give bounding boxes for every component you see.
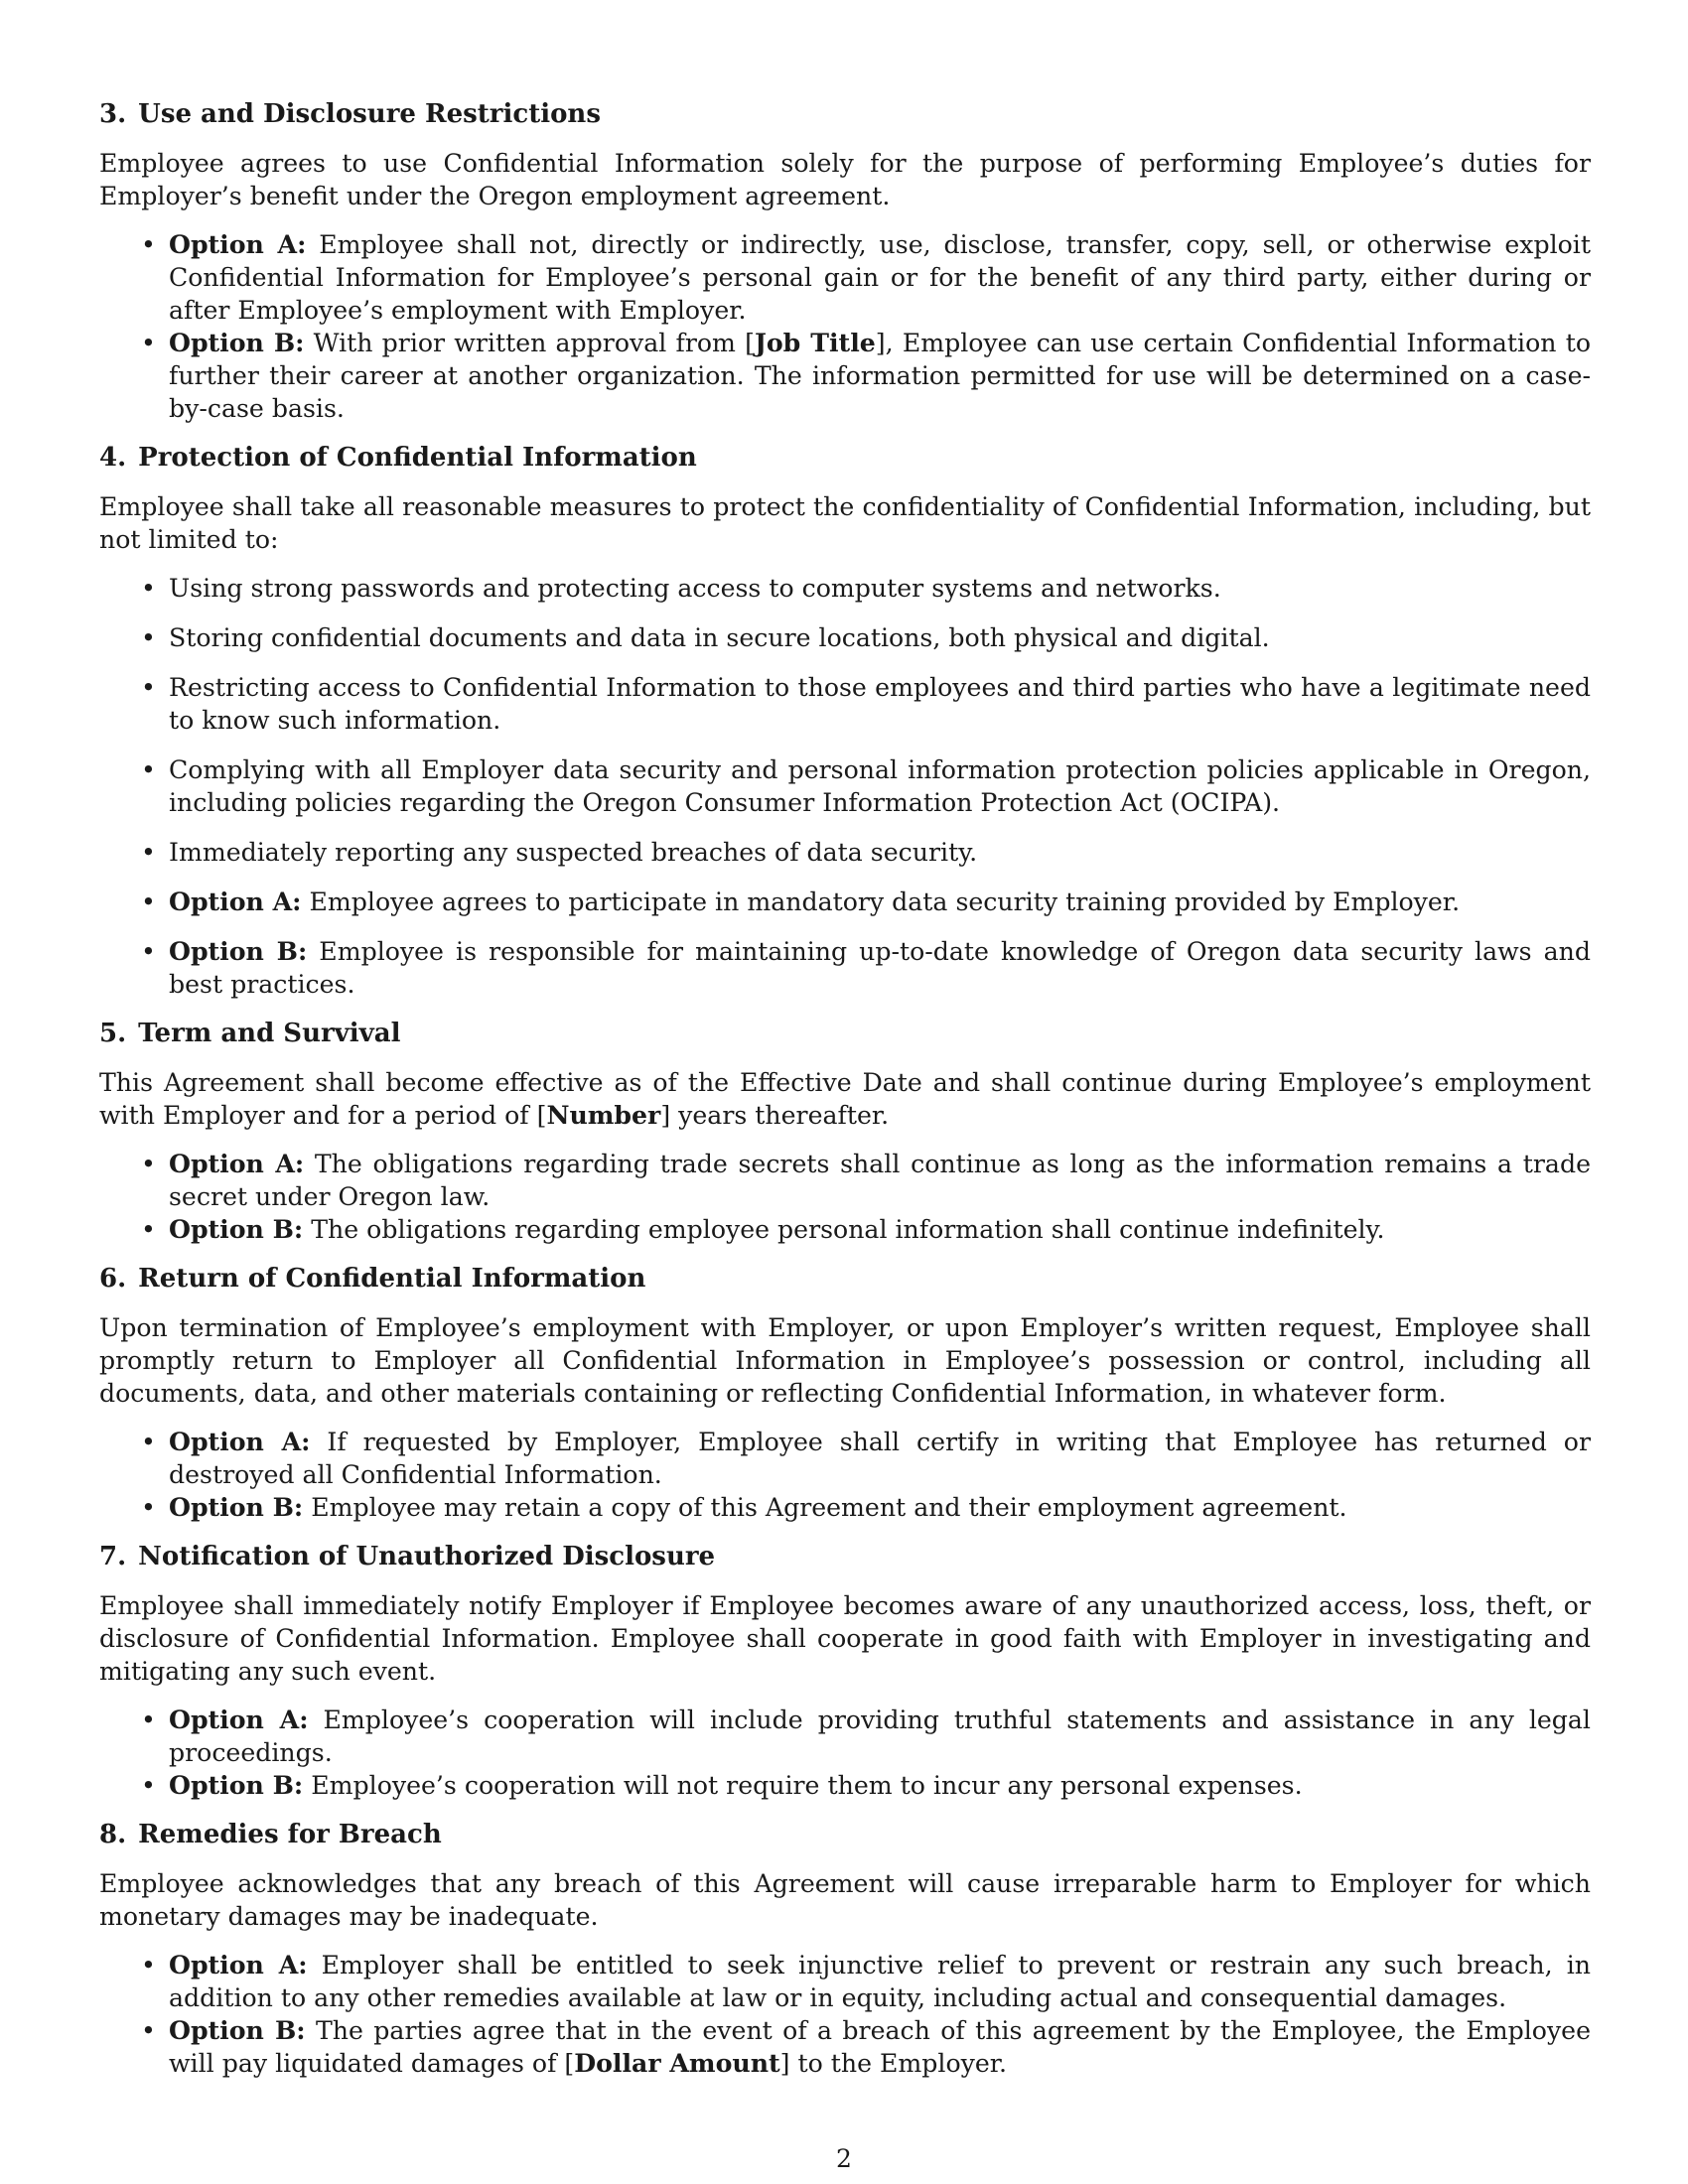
section-number: 4. <box>99 443 127 473</box>
section-intro: Upon termination of Employee’s employment with Employer, or upon Employer’s written request, Employee shall promptly return to Employer all Confidential Information in Employee’s possession or control, including all documents, data, and other materials containing or reflecting Confidential Information, in whatever form. <box>99 1313 1591 1408</box>
option-text: The obligations regarding employee personal information shall continue indefinitely. <box>303 1215 1385 1244</box>
option-a <box>169 1704 1591 1769</box>
option-label: Option B: <box>169 1492 304 1522</box>
intro-text: This Agreement shall become effective as of the Effective Date and shall continue during Employee’s employment with Employer and for a period of [ <box>99 1068 1591 1130</box>
option-label: Option A: <box>169 1149 305 1178</box>
intro-text: ] years thereafter. <box>660 1101 890 1130</box>
option-label: Option B: <box>169 1214 304 1244</box>
section-term-and-survival <box>99 1017 1591 1246</box>
section-heading <box>99 1017 1591 1050</box>
list-item: • Restricting access to Confidential Information to those employees and third parties who have a legitimate need to know such information. <box>169 671 1591 737</box>
placeholder-field: Job Title <box>754 328 876 357</box>
section-remedies <box>99 1818 1591 2080</box>
option-label: Option B: <box>169 1770 304 1800</box>
option-label: Option B: <box>169 2015 306 2045</box>
section-number: 5. <box>99 1019 127 1048</box>
option-text: The parties agree that in the event of a breach of this agreement by the Employee, the Employee will pay liquidated damages of [ <box>169 2016 1591 2078</box>
section-number: 7. <box>99 1542 127 1571</box>
option-text: Employee shall not, directly or indirectly, use, disclose, transfer, copy, sell, or otherwise exploit Confidential Information for Employee’s personal gain or for the benefit of any third party, either during or after Employee’s employment with Employer. <box>169 230 1591 325</box>
list-item: • Immediately reporting any suspected breaches of data security. <box>169 836 1591 869</box>
placeholder-field: Dollar Amount <box>574 2048 780 2078</box>
section-protection <box>99 441 1591 1001</box>
section-title: Remedies for Breach <box>138 1820 442 1849</box>
section-heading <box>99 1818 1591 1851</box>
section-title: Protection of Confidential Information <box>138 443 697 473</box>
option-label: Option B: <box>169 328 305 357</box>
section-notification <box>99 1540 1591 1802</box>
placeholder-field: Number <box>546 1100 661 1130</box>
option-b <box>169 1213 1591 1246</box>
page-number: 2 <box>836 2144 852 2173</box>
option-b <box>169 1769 1591 1802</box>
section-intro: Employee shall take all reasonable measures to protect the confidentiality of Confidential Information, including, but not limited to: <box>99 492 1591 554</box>
section-heading <box>99 441 1591 475</box>
option-list <box>99 1949 1591 2080</box>
option-label: Option A: <box>169 1705 309 1734</box>
option-text: Employee may retain a copy of this Agreement and their employment agreement. <box>303 1493 1347 1522</box>
section-title: Return of Confidential Information <box>138 1264 646 1294</box>
option-list <box>99 1426 1591 1524</box>
option-label: Option A: <box>169 1950 308 1979</box>
option-label: Option B: <box>169 936 308 966</box>
section-intro <box>99 1066 1591 1132</box>
option-text: Employee is responsible for maintaining up-to-date knowledge of Oregon data security laws and best practices. <box>169 937 1591 999</box>
option-a <box>169 1426 1591 1491</box>
option-text: Employee agrees to participate in mandatory data security training provided by Employer. <box>301 887 1461 916</box>
list-item: • Storing confidential documents and data in secure locations, both physical and digital. <box>169 621 1591 654</box>
section-number: 3. <box>99 99 127 129</box>
option-text: If requested by Employer, Employee shall certify in writing that Employee has returned or destroyed all Confidential Information. <box>169 1428 1591 1489</box>
section-heading <box>99 1262 1591 1296</box>
section-intro: Employee acknowledges that any breach of this Agreement will cause irreparable harm to Employer for which monetary damages may be inadequate. <box>99 1869 1591 1931</box>
section-heading <box>99 97 1591 131</box>
section-heading <box>99 1540 1591 1573</box>
section-number: 8. <box>99 1820 127 1849</box>
option-list <box>99 1148 1591 1246</box>
option-text: Employer shall be entitled to seek injunctive relief to prevent or restrain any such breach, in addition to any other remedies available at law or in equity, including actual and consequential damages. <box>169 1951 1591 2012</box>
measure-list <box>99 572 1591 1001</box>
option-b <box>169 935 1591 1001</box>
option-text: ] to the Employer. <box>779 2049 1008 2078</box>
option-text: Employee’s cooperation will include providing truthful statements and assistance in any legal proceedings. <box>169 1706 1591 1767</box>
option-label: Option A: <box>169 887 302 916</box>
option-text: Employee’s cooperation will not require them to incur any personal expenses. <box>303 1771 1303 1800</box>
option-a <box>169 228 1591 327</box>
section-use-and-disclosure <box>99 97 1591 425</box>
section-intro: Employee shall immediately notify Employer if Employee becomes aware of any unauthorized access, loss, theft, or disclosure of Confidential Information. Employee shall cooperate in good faith with Employer in investigating and mitigating any such event. <box>99 1591 1591 1686</box>
section-return <box>99 1262 1591 1524</box>
option-label: Option A: <box>169 1427 311 1456</box>
list-item: • Using strong passwords and protecting access to computer systems and networks. <box>169 572 1591 605</box>
section-number: 6. <box>99 1264 127 1294</box>
list-item: • Complying with all Employer data security and personal information protection policies applicable in Oregon, including policies regarding the Oregon Consumer Information Protection Act (OCIPA). <box>169 753 1591 819</box>
option-a <box>169 1949 1591 2014</box>
option-text: With prior written approval from [ <box>304 329 755 357</box>
option-text: The obligations regarding trade secrets shall continue as long as the information remains a trade secret under Oregon law. <box>169 1150 1591 1211</box>
section-title: Term and Survival <box>138 1019 401 1048</box>
option-b <box>169 2014 1591 2080</box>
option-b <box>169 327 1591 425</box>
option-label: Option A: <box>169 229 307 259</box>
section-title: Use and Disclosure Restrictions <box>138 99 601 129</box>
option-list <box>99 1704 1591 1802</box>
section-title: Notification of Unauthorized Disclosure <box>138 1542 716 1571</box>
option-text: ], Employee can use certain Confidential Information to further their career at another organization. The information permitted for use will be determined on a case-by-case basis. <box>169 329 1591 423</box>
document-page <box>99 97 1591 2096</box>
option-b <box>169 1491 1591 1524</box>
option-a <box>169 886 1591 918</box>
option-a <box>169 1148 1591 1213</box>
section-intro: Employee agrees to use Confidential Information solely for the purpose of performing Employee’s duties for Employer’s benefit under the Oregon employment agreement. <box>99 149 1591 210</box>
option-list <box>99 228 1591 425</box>
